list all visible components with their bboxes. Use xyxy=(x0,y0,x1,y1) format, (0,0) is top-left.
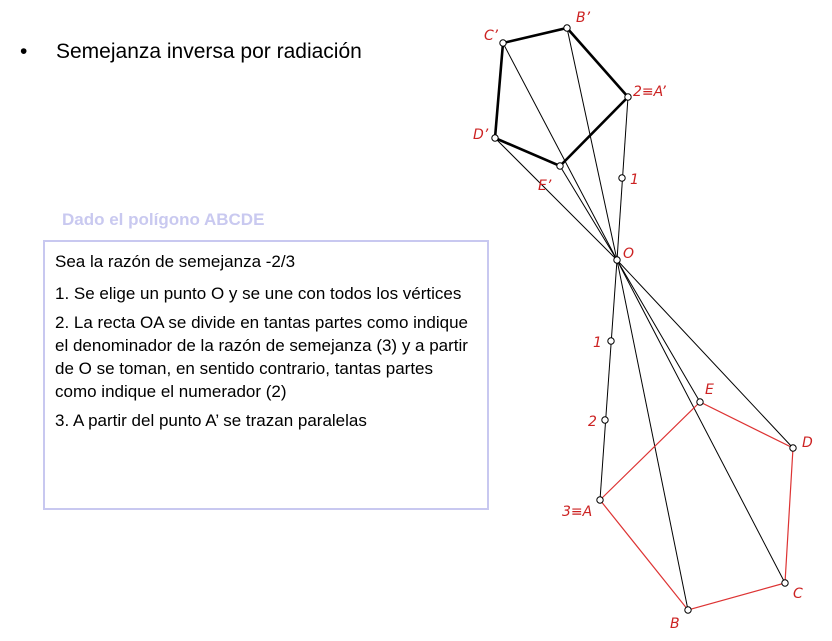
point-dprime xyxy=(492,135,498,141)
point-div-1-upper xyxy=(619,175,625,181)
point-o xyxy=(614,257,620,263)
point-eprime xyxy=(557,163,563,169)
rays xyxy=(495,28,793,610)
point-c xyxy=(782,580,788,586)
ray-o-cprime xyxy=(503,43,617,260)
step-3: 3. A partir del punto A’ se trazan paralelas xyxy=(55,411,367,430)
step-ratio: Sea la razón de semejanza -2/3 xyxy=(55,252,296,271)
label-b: B xyxy=(670,616,680,632)
point-bprime xyxy=(564,25,570,31)
given-polygon-label: Dado el polígono ABCDE xyxy=(62,210,265,229)
ray-o-e xyxy=(617,260,700,402)
ray-o-d xyxy=(617,260,793,448)
label-div-1-upper: 1 xyxy=(630,172,639,188)
label-dprime: D’ xyxy=(473,127,489,143)
step-1: 1. Se elige un punto O y se une con todos los vértices xyxy=(55,284,462,303)
label-eprime: E’ xyxy=(538,178,552,194)
label-o: O xyxy=(623,246,635,262)
point-aprime xyxy=(625,94,631,100)
point-a xyxy=(597,497,603,503)
step-2: 2. La recta OA se divide en tantas partes como indique el denominador de la razón de semejanza (3) y a partir de O se toman, en sentido contrario, tantas partes como indique el numerador (2) xyxy=(55,313,468,401)
ray-o-c xyxy=(617,260,785,583)
label-div-1-lower: 1 xyxy=(593,335,602,351)
label-aprime: 2≡A’ xyxy=(633,84,666,100)
ray-o-dprime xyxy=(495,138,617,260)
point-cprime xyxy=(500,40,506,46)
ray-o-eprime xyxy=(560,166,617,260)
bullet: • xyxy=(20,40,28,63)
polygon-abcde xyxy=(600,402,793,610)
label-d: D xyxy=(802,435,813,451)
label-cprime: C’ xyxy=(484,28,498,44)
points xyxy=(492,25,796,613)
label-e: E xyxy=(705,382,714,398)
title-text: Semejanza inversa por radiación xyxy=(56,40,362,63)
point-e xyxy=(697,399,703,405)
polygon-abcde-prime xyxy=(495,28,628,166)
point-b xyxy=(685,607,691,613)
label-a: 3≡A xyxy=(562,504,593,520)
ray-o-bprime xyxy=(567,28,617,260)
label-bprime: B’ xyxy=(576,10,591,26)
point-d xyxy=(790,445,796,451)
label-div-2-lower: 2 xyxy=(588,414,597,430)
label-c: C xyxy=(793,586,803,602)
ray-o-b xyxy=(617,260,688,610)
ray-o-a xyxy=(600,260,617,500)
point-div-1-lower xyxy=(608,338,614,344)
point-div-2-lower xyxy=(602,417,608,423)
